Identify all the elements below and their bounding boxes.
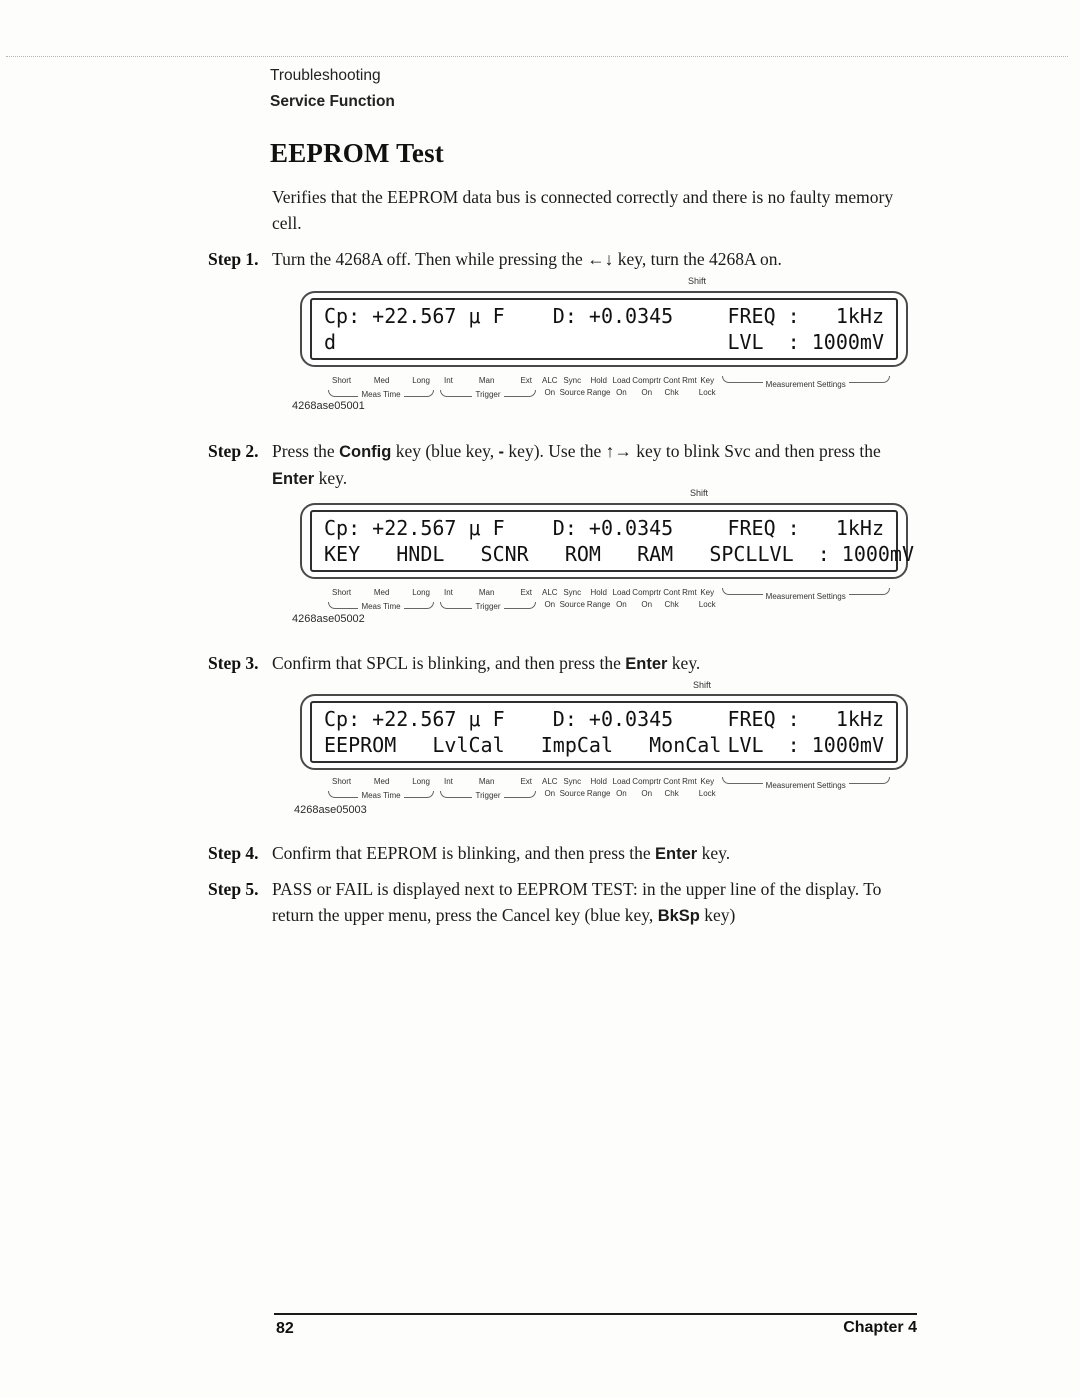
step-1-text-part: Turn the 4268A off. Then while pressing the ←↓ key, turn the 4268A on.: [272, 249, 782, 269]
lcd-screen-1: [310, 298, 898, 360]
step-1-label: Step 1.: [208, 249, 259, 269]
step-2-text: Press the Config key (blue key, - key). Use the ↑→ key to blink Svc and then press the Enter key.: [272, 441, 881, 488]
trigger-bracket-label: Trigger: [475, 390, 501, 399]
measurement-settings-bracket: Measurement Settings: [722, 588, 890, 598]
lcd-2-line-2: [324, 541, 915, 567]
lcd-3-freq: FREQ : 1kHz: [727, 707, 884, 731]
enter-key-name: Enter: [625, 655, 668, 673]
lcd-1-line-1: [324, 303, 884, 329]
step-1-text: [272, 246, 918, 272]
lcd-3-measurement: Cp: +22.567 μ F D: +0.0345: [324, 707, 674, 731]
shift-annunciator-label: Shift: [693, 680, 712, 690]
lcd-3-softkeys: EEPROM LvlCal ImpCal MonCal: [324, 733, 722, 757]
step-3-text: Confirm that SPCL is blinking, and then press the Enter key.: [272, 653, 701, 673]
step-5-text: PASS or FAIL is displayed next to EEPROM TEST: in the upper line of the display. To return the upper menu, press the Cancel key (blue key, BkSp key): [272, 879, 882, 926]
annunciator-pairs: ALC On Sync Source Hold Range Load On Comprtr On Cont Chk Rmt Key Lock: [542, 376, 716, 397]
config-key-name: Config: [339, 443, 392, 461]
step-4-label: Step 4.: [208, 843, 259, 863]
step-5-label: Step 5.: [208, 879, 259, 899]
lcd-2-softkeys: KEY HNDL SCNR ROM RAM SPCL: [324, 542, 758, 566]
annunciator-strip-2: [328, 588, 884, 610]
lcd-screen-3: [310, 701, 898, 763]
breadcrumb-section: Troubleshooting: [270, 67, 381, 84]
lcd-1-level: LVL : 1000mV: [727, 330, 884, 354]
meas-time-group: Short Med Long Meas Time: [328, 777, 434, 798]
step-1: [208, 246, 920, 272]
figure-caption-3: 4268ase05003: [294, 804, 367, 816]
trigger-group: [440, 376, 536, 397]
ann-int: Int: [444, 376, 453, 385]
chapter-label: Chapter 4: [843, 1319, 917, 1336]
shift-annunciator-label: Shift: [688, 276, 707, 286]
step-4: [208, 840, 920, 867]
lcd-screen-2: [310, 510, 915, 572]
ann-man: Man: [478, 376, 495, 385]
figure-caption-1: 4268ase05001: [292, 400, 365, 412]
page-number: 82: [276, 1320, 294, 1337]
bksp-key-name: BkSp: [657, 907, 700, 926]
ann-med: Med: [373, 376, 390, 385]
footer-rule: [274, 1313, 917, 1315]
shift-annunciator-label: Shift: [690, 488, 709, 498]
step-4-text: Confirm that EEPROM is blinking, and then press the Enter key.: [272, 843, 731, 863]
trigger-group: Int Man Ext Trigger: [440, 588, 536, 609]
measurement-settings-bracket: Measurement Settings: [722, 777, 890, 787]
intro-paragraph: Verifies that the EEPROM data bus is connected correctly and there is no faulty memory cell.: [272, 187, 894, 234]
breadcrumb-subsection: Service Function: [270, 93, 395, 110]
trigger-group: Int Man Ext Trigger: [440, 777, 536, 798]
ann-long: Long: [412, 376, 430, 385]
lcd-1-line-2: [324, 329, 884, 355]
step-2: [208, 438, 920, 492]
meas-time-bracket-label: Meas Time: [361, 390, 401, 399]
annunciator-pairs: ALC On Sync Source Hold Range Load On Comprtr On Cont Chk Rmt Key Lock: [542, 777, 716, 798]
running-head: [270, 63, 395, 115]
measurement-settings-bracket: Measurement Settings: [722, 376, 890, 386]
lcd-2-freq: FREQ : 1kHz: [727, 516, 884, 540]
lcd-display-1: [300, 291, 908, 367]
lcd-1-softkeys: d: [324, 330, 337, 354]
figure-caption-2: 4268ase05002: [292, 613, 365, 625]
lcd-1-measurement: Cp: +22.567 μ F D: +0.0345: [324, 304, 674, 328]
step-3: [208, 650, 920, 677]
lcd-2-level: LVL : 1000mV: [757, 542, 915, 566]
ann-ext: Ext: [520, 376, 532, 385]
step-2-label: Step 2.: [208, 441, 259, 461]
annunciator-strip-3: [328, 777, 884, 799]
top-dotted-rule: [6, 56, 1068, 57]
enter-key-name: Enter: [655, 845, 698, 863]
enter-key-name: Enter: [272, 469, 315, 488]
annunciator-pairs: ALC On Sync Source Hold Range Load On Comprtr On Cont Chk Rmt Key Lock: [542, 588, 716, 609]
step-5: [208, 876, 920, 929]
annunciator-strip-1: [328, 376, 884, 398]
lcd-3-line-2: [324, 732, 884, 758]
meas-time-group: Short Med Long Meas Time: [328, 588, 434, 609]
lcd-3-line-1: [324, 706, 884, 732]
ann-short: Short: [332, 376, 352, 385]
lcd-3-level: LVL : 1000mV: [727, 733, 884, 757]
step-3-label: Step 3.: [208, 653, 259, 673]
lcd-2-measurement: Cp: +22.567 μ F D: +0.0345: [324, 516, 674, 540]
lcd-2-line-1: [324, 515, 884, 541]
lcd-1-freq: FREQ : 1kHz: [727, 304, 884, 328]
minus-key-name: -: [498, 443, 505, 461]
page-title: EEPROM Test: [270, 138, 444, 168]
lcd-display-3: [300, 694, 908, 770]
meas-time-group: [328, 376, 434, 397]
lcd-display-2: [300, 503, 915, 579]
